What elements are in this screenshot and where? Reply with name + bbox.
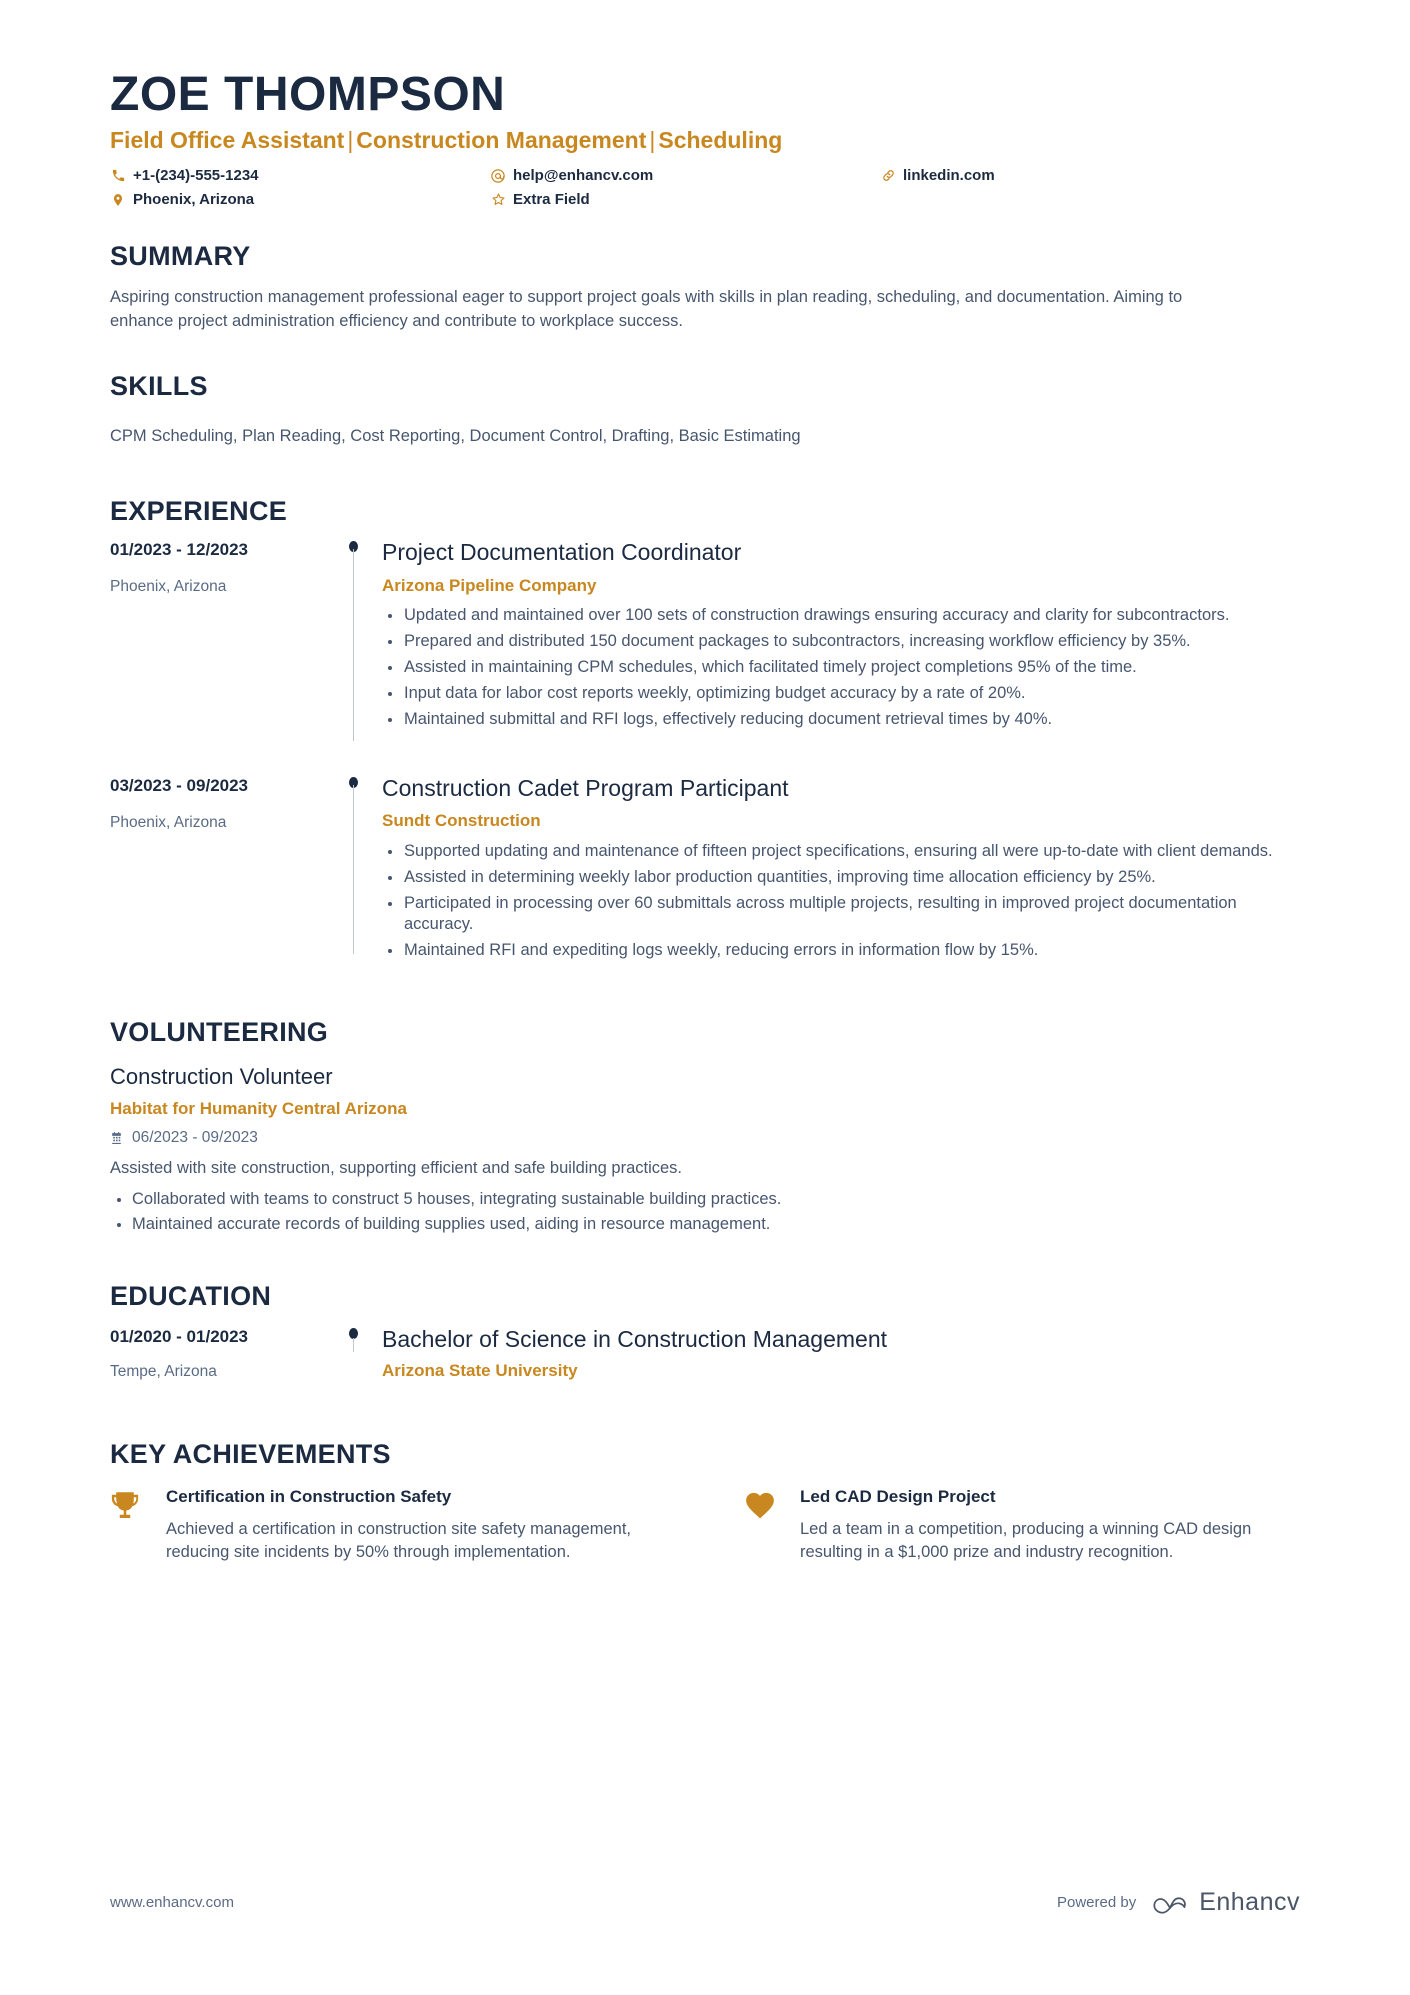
skills-section-title: SKILLS bbox=[110, 370, 208, 401]
summary-section-title: SUMMARY bbox=[110, 241, 251, 272]
volunteering-bullets bbox=[110, 1188, 1300, 1236]
achievements-section-title: KEY ACHIEVEMENTS bbox=[110, 1438, 391, 1469]
achievement-text bbox=[166, 1487, 666, 1564]
timeline-rail bbox=[342, 539, 378, 741]
achievement-item bbox=[744, 1487, 1300, 1564]
experience-bullet: Updated and maintained over 100 sets of construction drawings ensuring accuracy and clarity for subcontractors. bbox=[382, 605, 1300, 627]
experience-item bbox=[110, 539, 1300, 741]
enhancv-logo-icon bbox=[1150, 1889, 1190, 1917]
experience-role: Construction Cadet Program Participant bbox=[382, 774, 789, 801]
headline-part-1: Field Office Assistant bbox=[110, 127, 345, 154]
trophy-icon bbox=[110, 1487, 166, 1564]
section-summary bbox=[110, 242, 1300, 334]
contact-extra-field-value: Extra Field bbox=[513, 191, 590, 209]
experience-bullet: Input data for labor cost reports weekly, optimizing budget accuracy by a rate of 20%. bbox=[382, 683, 1300, 705]
email-icon bbox=[490, 168, 506, 184]
contact-location-value: Phoenix, Arizona bbox=[133, 191, 255, 209]
achievements-grid bbox=[110, 1487, 1300, 1564]
experience-bullet: Prepared and distributed 150 document packages to subcontractors, increasing workflow efficiency by 35%. bbox=[382, 631, 1300, 653]
calendar-icon bbox=[110, 1131, 124, 1145]
timeline-line bbox=[353, 785, 354, 955]
experience-detail bbox=[378, 775, 1300, 973]
section-education bbox=[110, 1282, 1300, 1388]
experience-detail bbox=[378, 539, 1300, 741]
resume-header bbox=[110, 70, 1300, 208]
contact-list bbox=[110, 167, 1300, 208]
experience-bullet: Assisted in determining weekly labor production quantities, improving time allocation efficiency by 25%. bbox=[382, 867, 1300, 889]
volunteering-description: Assisted with site construction, supporting efficient and safe building practices. bbox=[110, 1158, 683, 1177]
section-volunteering bbox=[110, 1018, 1300, 1236]
footer-powered-by-label: Powered by bbox=[1056, 1894, 1137, 1911]
experience-location: Phoenix, Arizona bbox=[110, 578, 227, 596]
page-footer bbox=[110, 1888, 1300, 1917]
section-skills bbox=[110, 372, 1300, 450]
volunteering-dates-row bbox=[110, 1129, 1300, 1147]
headline-separator-2: | bbox=[649, 127, 656, 154]
timeline-rail bbox=[342, 775, 378, 973]
education-section-title: EDUCATION bbox=[110, 1281, 272, 1312]
experience-bullet: Participated in processing over 60 submittals across multiple projects, resulting in improved project documentation accuracy. bbox=[382, 893, 1300, 937]
achievement-title: Led CAD Design Project bbox=[800, 1487, 996, 1507]
achievement-text bbox=[800, 1487, 1300, 1564]
heart-icon bbox=[744, 1487, 800, 1564]
headline-part-3: Scheduling bbox=[658, 127, 783, 154]
education-location: Tempe, Arizona bbox=[110, 1362, 217, 1380]
education-degree: Bachelor of Science in Construction Management bbox=[382, 1325, 888, 1352]
summary-text: Aspiring construction management professional eager to support project goals with skills in plan reading, scheduling, and documentation. Aiming to enhance project administration efficiency and contribute to workplace success. bbox=[110, 287, 1183, 330]
experience-location: Phoenix, Arizona bbox=[110, 813, 227, 831]
achievement-item bbox=[110, 1487, 666, 1564]
experience-section-title: EXPERIENCE bbox=[110, 496, 288, 527]
contact-phone-value: +1-(234)-555-1234 bbox=[133, 167, 259, 185]
volunteering-role: Construction Volunteer bbox=[110, 1064, 333, 1089]
footer-website-url[interactable]: www.enhancv.com bbox=[110, 1894, 234, 1911]
experience-bullet: Assisted in maintaining CPM schedules, which facilitated timely project completions 95% of the time. bbox=[382, 657, 1300, 679]
experience-bullet: Maintained submittal and RFI logs, effectively reducing document retrieval times by 40%. bbox=[382, 709, 1300, 731]
section-experience bbox=[110, 497, 1300, 972]
contact-location bbox=[110, 191, 490, 208]
education-school: Arizona State University bbox=[382, 1361, 578, 1381]
education-dates: 01/2020 - 01/2023 bbox=[110, 1326, 249, 1346]
education-item bbox=[110, 1326, 1300, 1388]
achievement-title: Certification in Construction Safety bbox=[166, 1487, 452, 1507]
candidate-headline bbox=[110, 126, 1300, 155]
headline-part-2: Construction Management bbox=[356, 127, 647, 154]
enhancv-wordmark: Enhancv bbox=[1199, 1888, 1300, 1916]
volunteering-organization: Habitat for Humanity Central Arizona bbox=[110, 1099, 407, 1119]
timeline-rail bbox=[342, 1326, 378, 1388]
skills-text: CPM Scheduling, Plan Reading, Cost Reporting, Document Control, Drafting, Basic Estimating bbox=[110, 427, 801, 446]
experience-meta bbox=[110, 539, 342, 741]
achievement-description: Led a team in a competition, producing a winning CAD design resulting in a $1,000 prize and industry recognition. bbox=[800, 1519, 1252, 1561]
star-icon bbox=[490, 192, 506, 208]
footer-brand bbox=[1057, 1888, 1300, 1917]
enhancv-logo[interactable] bbox=[1150, 1888, 1300, 1917]
candidate-name: ZOE THOMPSON bbox=[110, 68, 506, 121]
section-key-achievements bbox=[110, 1440, 1300, 1564]
volunteering-bullet: Collaborated with teams to construct 5 houses, integrating sustainable building practices. bbox=[110, 1188, 1300, 1211]
headline-separator-1: | bbox=[347, 127, 354, 154]
education-detail bbox=[378, 1326, 1300, 1388]
contact-phone[interactable] bbox=[110, 167, 490, 184]
experience-bullets bbox=[382, 605, 1300, 731]
experience-bullet: Maintained RFI and expediting logs weekly, reducing errors in information flow by 15%. bbox=[382, 940, 1300, 962]
volunteering-dates: 06/2023 - 09/2023 bbox=[132, 1128, 258, 1146]
experience-company: Arizona Pipeline Company bbox=[382, 575, 597, 595]
experience-bullets bbox=[382, 841, 1300, 963]
link-icon bbox=[880, 168, 896, 184]
experience-company: Sundt Construction bbox=[382, 811, 541, 831]
location-icon bbox=[110, 192, 126, 208]
experience-dates: 03/2023 - 09/2023 bbox=[110, 775, 249, 795]
contact-linkedin-value: linkedin.com bbox=[903, 167, 995, 185]
volunteering-bullet: Maintained accurate records of building supplies used, aiding in resource management. bbox=[110, 1213, 1300, 1236]
experience-item bbox=[110, 775, 1300, 973]
timeline-line bbox=[353, 549, 354, 741]
achievement-description: Achieved a certification in construction site safety management, reducing site incidents by 50% through implementation. bbox=[166, 1519, 631, 1561]
experience-role: Project Documentation Coordinator bbox=[382, 538, 742, 565]
contact-email-value: help@enhancv.com bbox=[513, 167, 654, 185]
experience-bullet: Supported updating and maintenance of fifteen project specifications, ensuring all were up-to-date with client demands. bbox=[382, 841, 1300, 863]
contact-linkedin[interactable] bbox=[880, 167, 1300, 184]
experience-dates: 01/2023 - 12/2023 bbox=[110, 539, 249, 559]
timeline-line bbox=[353, 1338, 354, 1352]
contact-email[interactable] bbox=[490, 167, 880, 184]
contact-extra-field bbox=[490, 191, 880, 208]
education-meta bbox=[110, 1326, 342, 1388]
volunteering-section-title: VOLUNTEERING bbox=[110, 1017, 329, 1048]
phone-icon bbox=[110, 168, 126, 184]
experience-meta bbox=[110, 775, 342, 973]
